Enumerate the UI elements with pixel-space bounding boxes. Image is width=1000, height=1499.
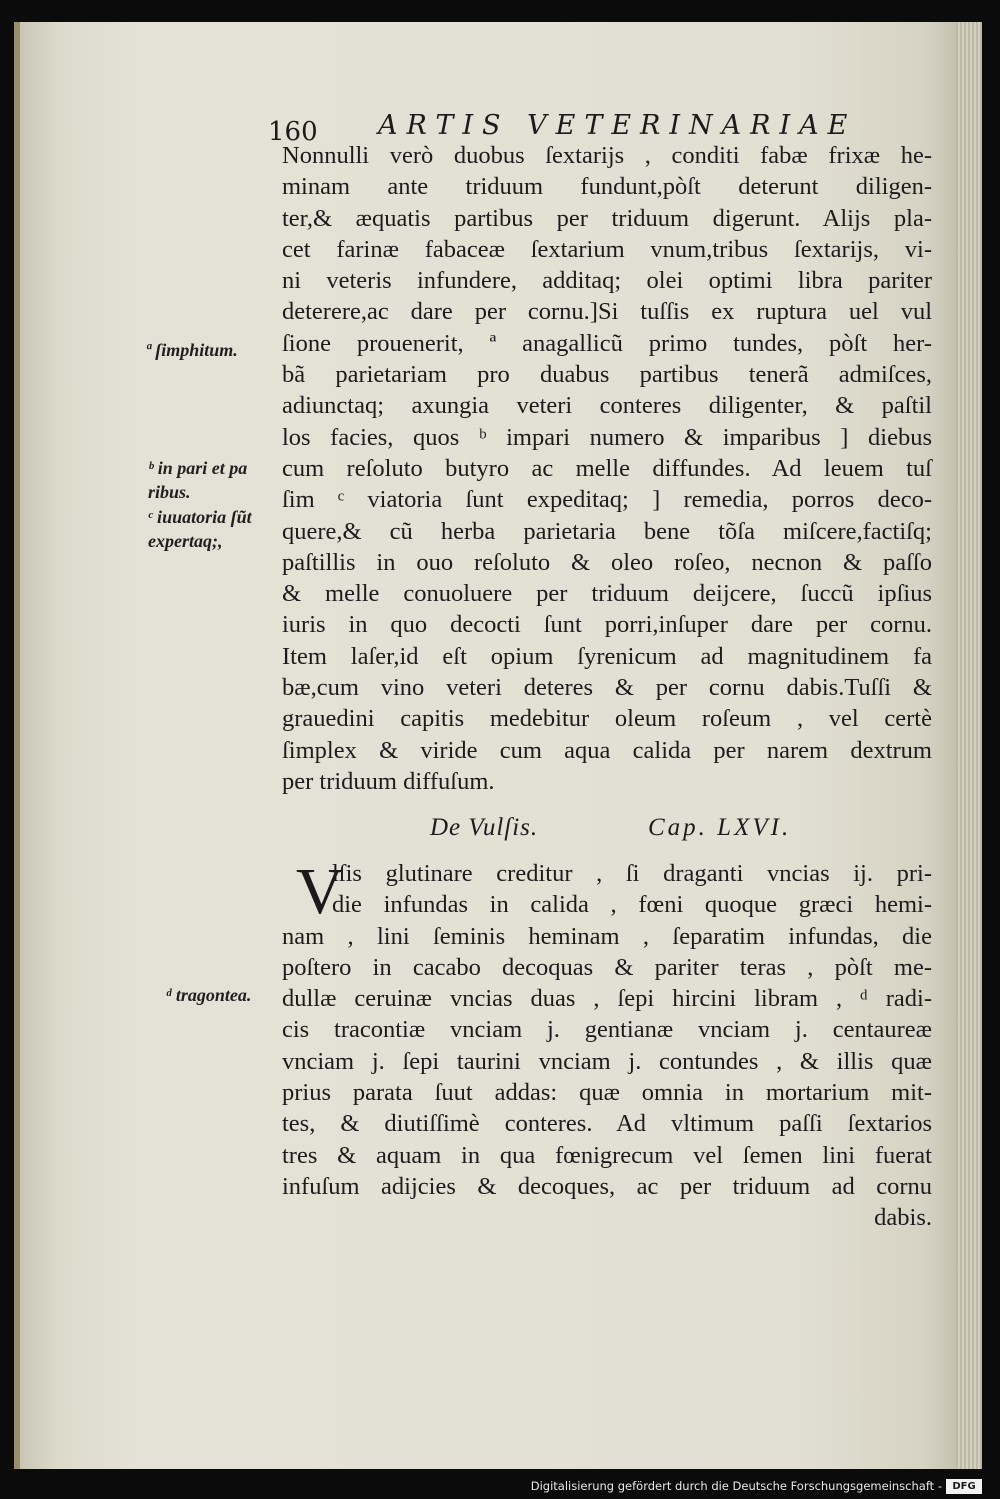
marginal-note-c-line1: ᶜ iuuatoria ſũt xyxy=(148,507,252,527)
marginal-note-c xyxy=(148,505,252,553)
chapter-title: De Vulſis. xyxy=(430,814,539,841)
text-line: adiunctaq; axungia veteri conteres diligenter, & paſtil xyxy=(282,392,932,420)
text-line: quere,& cũ herba parietaria bene tõſa miſcere,factiſq; xyxy=(282,517,932,545)
text-line: per triduum diffuſum. xyxy=(282,767,495,795)
marginal-note-b-line1: ᵇ in pari et pa xyxy=(148,458,248,478)
page-number: 160 xyxy=(268,117,318,147)
footer-credit: Digitalisierung gefördert durch die Deutsche Forschungsgemeinschaft - xyxy=(530,1479,942,1493)
text-line: ter,& æquatis partibus per triduum digerunt. Alijs pla- xyxy=(282,204,932,232)
running-head: ARTIS VETERINARIAE xyxy=(378,110,857,141)
marginal-note-b-line2: ribus. xyxy=(148,482,191,502)
text-line: cum reſoluto butyro ac melle diffundes. Ad leuem tuſ xyxy=(282,454,932,482)
text-line: die infundas in calida , fœni quoque græci hemi- xyxy=(332,891,932,919)
text-line: dullæ ceruinæ vncias duas , ſepi hircini libram , ᵈ radi- xyxy=(282,985,932,1013)
text-line: tres & aquam in qua fœnigrecum vel ſemen lini fuerat xyxy=(282,1141,932,1169)
text-line: lſis glutinare creditur , ſi draganti vncias ij. pri- xyxy=(332,860,932,887)
text-line: iuris in quo decocti ſunt porri,inſuper dare per cornu. xyxy=(282,611,932,639)
marginal-note-c-line2: expertaq;, xyxy=(148,531,223,551)
page-edge xyxy=(956,22,982,1469)
text-line: deterere,ac dare per cornu.]Si tuſſis ex ruptura uel vul xyxy=(282,298,932,326)
text-line: los facies, quos ᵇ impari numero & imparibus ] diebus xyxy=(282,423,932,451)
text-line: bæ,cum vino veteri deteres & per cornu dabis.Tuſſi & xyxy=(282,674,932,702)
drop-cap: V xyxy=(296,855,344,928)
text-line: infuſum adijcies & decoques, ac per triduum ad cornu xyxy=(282,1172,932,1200)
chapter-number: Cap. LXVI. xyxy=(648,814,792,841)
marginal-note-d: ᵈ tragontea. xyxy=(166,985,252,1005)
dfg-logo-icon: DFG xyxy=(946,1479,982,1494)
text-line: cet farinæ fabaceæ ſextarium vnum,tribus ſextarijs, vi- xyxy=(282,235,932,263)
text-line: ſimplex & viride cum aqua calida per narem dextrum xyxy=(282,736,932,764)
text-line: ſione prouenerit, ª anagallicũ primo tundes, pòſt her- xyxy=(282,329,932,357)
text-line: dabis. xyxy=(874,1204,932,1232)
text-line: nam , lini ſeminis heminam , ſeparatim infundas, die xyxy=(282,922,932,950)
marginal-note-a: ª ſimphitum. xyxy=(146,340,238,360)
paragraph-two xyxy=(282,855,932,1234)
text-line: bã parietariam pro duabus partibus tenerã admiſces, xyxy=(282,361,932,389)
text-line: minam ante triduum fundunt,pòſt deterunt diligen- xyxy=(282,173,932,201)
text-line: ſim ᶜ viatoria ſunt expeditaq; ] remedia, porros deco- xyxy=(282,486,932,514)
marginal-note-b xyxy=(148,456,247,504)
text-line: grauedini capitis medebitur oleum roſeum , vel certè xyxy=(282,705,932,733)
text-line: Item laſer,id eſt opium ſyrenicum ad magnitudinem fa xyxy=(282,642,932,670)
text-line: prius parata ſuut addas: quæ omnia in mortarium mit- xyxy=(282,1079,932,1107)
text-line: ni veteris infundere, additaq; olei optimi libra pariter xyxy=(282,267,932,295)
paragraph-one xyxy=(282,140,932,797)
text-line: poſtero in cacabo decoquas & pariter teras , pòſt me- xyxy=(282,953,932,981)
text-line: paſtillis in ouo reſoluto & oleo roſeo, necnon & paſſo xyxy=(282,548,932,576)
text-line: vnciam j. ſepi taurini vnciam j. contundes , & illis quæ xyxy=(282,1047,932,1075)
footer-bar xyxy=(0,1476,990,1498)
text-line: tes, & diutiſſimè conteres. Ad vltimum paſſi ſextarios xyxy=(282,1110,932,1138)
text-line: & melle conuoluere per triduum deijcere, ſuccũ ipſius xyxy=(282,580,932,608)
text-line: cis tracontiæ vnciam j. gentianæ vnciam j. centaureæ xyxy=(282,1016,932,1044)
text-line: Nonnulli verò duobus ſextarijs , conditi fabæ frixæ he- xyxy=(282,142,932,169)
